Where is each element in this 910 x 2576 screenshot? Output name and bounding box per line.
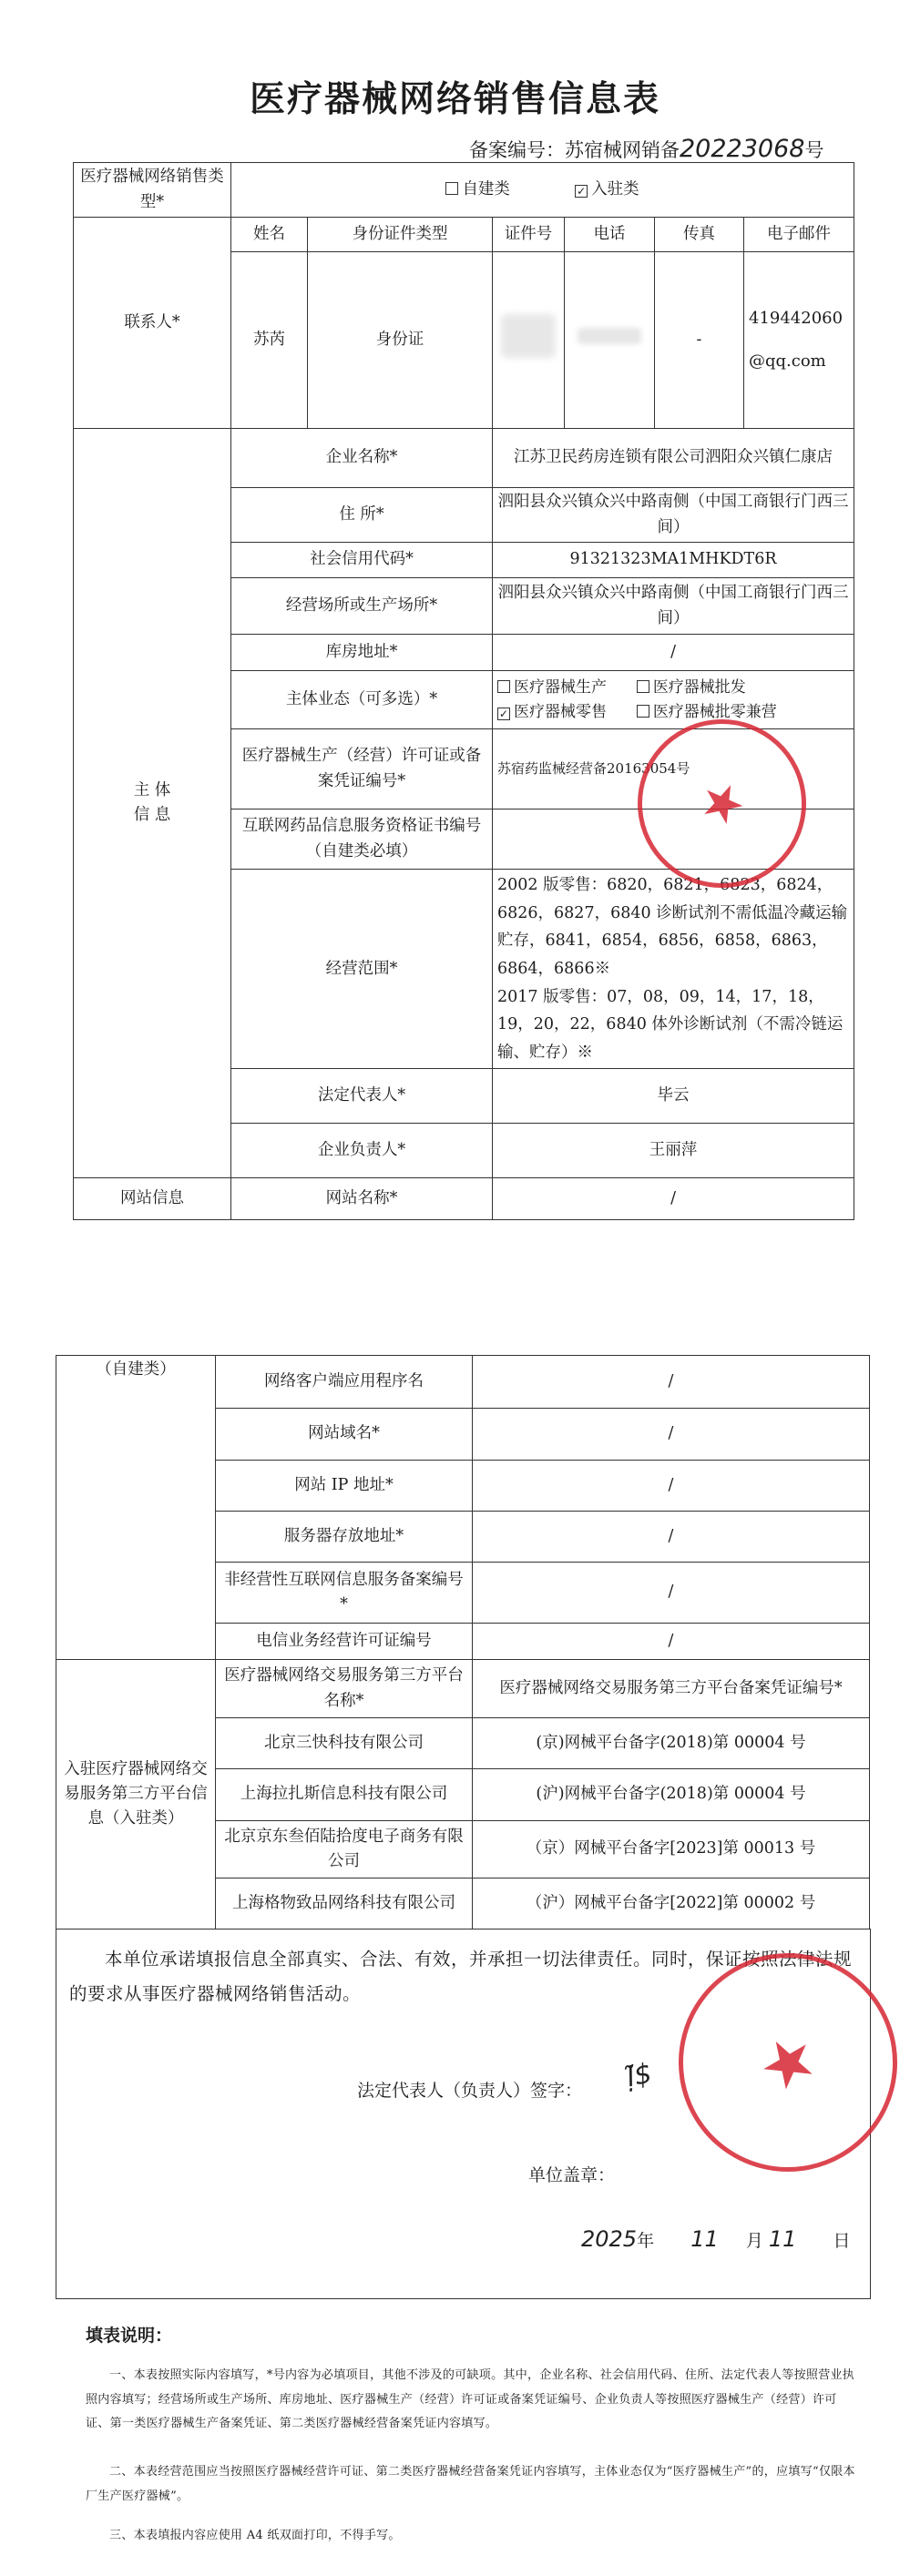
telecom-license-label: 电信业务经营许可证编号 bbox=[216, 1624, 473, 1660]
website-name-value: / bbox=[493, 1178, 854, 1220]
note-item: 一、本表按照实际内容填写，*号内容为必填项目，其他不涉及的可缺项。其中，企业名称、社会信用代码、住所、法定代表人等按照营业执照内容填写；经营场所或生产场所、库房地址、医疗器械生产（经营）许可证或备案凭证编号、企业负责人等按照医疗器械生产（经营）许可证、第一类医疗器械生产备案凭证、第二类医疗器械经营备案凭证内容填写。 bbox=[86, 2368, 855, 2431]
date-month-suffix: 月 bbox=[745, 2231, 763, 2251]
page1-table bbox=[73, 162, 854, 1220]
seal-label: 单位盖章： bbox=[528, 2165, 616, 2185]
redacted-phone bbox=[578, 328, 641, 344]
scope-2002: 2002 版零售：6820，6821，6823，6824，6826，6827，6840 诊断试剂不需低温冷藏运输贮存，6841，6854，6856，6858，6863，6864，6866※ bbox=[497, 876, 848, 978]
sales-type-options bbox=[231, 163, 854, 218]
note-item: 二、本表经营范围应当按照医疗器械经营许可证、第二类医疗器械经营备案凭证内容填写，主体业态仅为“医疗器械生产”的，应填写“仅限本厂生产医疗器械”。 bbox=[86, 2465, 855, 2503]
checkbox-unchecked-icon[interactable] bbox=[637, 705, 649, 718]
business-form-label: 主体业态（可多选）* bbox=[231, 671, 493, 729]
form-retail: 医疗器械零售 bbox=[514, 702, 607, 721]
telecom-license-value: / bbox=[473, 1624, 870, 1660]
platform-number: (沪)网械平台备字(2018)第 00004 号 bbox=[473, 1769, 870, 1821]
company-name-label: 企业名称* bbox=[231, 429, 493, 488]
header-name: 姓名 bbox=[231, 218, 308, 252]
address-label: 住 所* bbox=[231, 488, 493, 543]
premises-value: 泗阳县众兴镇众兴中路南侧（中国工商银行门西三间） bbox=[493, 578, 854, 635]
credit-code-value: 91321323MA1MHKDT6R bbox=[493, 543, 854, 578]
page2-table bbox=[56, 1355, 870, 1929]
header-fax: 传真 bbox=[655, 218, 744, 252]
checkbox-unchecked-icon[interactable] bbox=[445, 182, 458, 195]
record-number-handwritten: 20223068 bbox=[680, 135, 805, 163]
seal-star-icon: ★ bbox=[684, 766, 760, 840]
handwritten-signature: ḷ̃$ bbox=[623, 2057, 655, 2094]
checkbox-unchecked-icon[interactable] bbox=[497, 680, 510, 693]
contact-label: 联系人* bbox=[74, 218, 231, 429]
checkbox-unchecked-icon[interactable] bbox=[637, 680, 649, 693]
ip-label: 网站 IP 地址* bbox=[216, 1461, 473, 1512]
subject-info-label bbox=[74, 429, 231, 1178]
checkbox-checked-icon[interactable]: ✓ bbox=[498, 707, 509, 720]
note-item: 三、本表填报内容应使用 A4 纸双面打印，不得手写。 bbox=[109, 2529, 401, 2542]
platform-number-header: 医疗器械网络交易服务第三方平台备案凭证编号* bbox=[473, 1660, 870, 1718]
option-selfbuilt: 自建类 bbox=[462, 179, 510, 199]
app-name-label: 网络客户端应用程序名 bbox=[216, 1356, 473, 1409]
principal-label: 企业负责人* bbox=[231, 1124, 493, 1178]
company-name-value: 江苏卫民药房连锁有限公司泗阳众兴镇仁康店 bbox=[493, 429, 854, 488]
platform-name: 上海格物致品网络科技有限公司 bbox=[216, 1879, 473, 1929]
date-day-suffix: 日 bbox=[833, 2231, 851, 2251]
form-title: 医疗器械网络销售信息表 bbox=[249, 78, 660, 120]
signature-label: 法定代表人（负责人）签字： bbox=[357, 2081, 583, 2101]
license-value: 苏宿药监械经营备20163054号 bbox=[493, 729, 854, 809]
server-address-label: 服务器存放地址* bbox=[216, 1512, 473, 1563]
contact-phone bbox=[565, 252, 655, 429]
legal-rep-value: 毕云 bbox=[493, 1069, 854, 1124]
platform-name: 北京京东叁佰陆拾度电子商务有限公司 bbox=[216, 1821, 473, 1879]
header-id-type: 身份证件类型 bbox=[308, 218, 493, 252]
contact-id-type: 身份证 bbox=[308, 252, 493, 429]
premises-label: 经营场所或生产场所* bbox=[231, 578, 493, 635]
legal-rep-label: 法定代表人* bbox=[231, 1069, 493, 1124]
icp-record-label: 非经营性互联网信息服务备案编号* bbox=[216, 1563, 473, 1624]
date-day: 11 bbox=[768, 2226, 797, 2252]
domain-label: 网站域名* bbox=[216, 1409, 473, 1461]
redacted-id-number bbox=[501, 314, 556, 358]
platform-name: 上海拉扎斯信息科技有限公司 bbox=[216, 1769, 473, 1821]
subject-label-line1: 主 体 bbox=[133, 781, 171, 800]
principal-value: 王丽萍 bbox=[493, 1124, 854, 1178]
subject-label-line2: 信 息 bbox=[133, 806, 171, 825]
ip-value: / bbox=[473, 1461, 870, 1512]
scope-2017: 2017 版零售：07，08，09，14，17，18，19，20，22，6840 体外诊断试剂（不需冷链运输、贮存）※ bbox=[497, 987, 844, 1062]
contact-email: 419442060@qq.com bbox=[744, 252, 854, 429]
record-number-suffix: 号 bbox=[804, 139, 824, 161]
platform-number: （沪）网械平台备字[2022]第 00002 号 bbox=[473, 1879, 870, 1929]
domain-value: / bbox=[473, 1409, 870, 1461]
credit-code-label: 社会信用代码* bbox=[231, 543, 493, 578]
contact-fax: - bbox=[655, 252, 744, 429]
business-scope-label: 经营范围* bbox=[231, 870, 493, 1069]
form-wholesale-retail: 医疗器械批零兼营 bbox=[652, 702, 777, 721]
form-wholesale: 医疗器械批发 bbox=[652, 678, 746, 697]
business-form-options bbox=[493, 671, 854, 729]
business-scope-value bbox=[493, 870, 854, 1069]
platform-name-header: 医疗器械网络交易服务第三方平台名称* bbox=[216, 1660, 473, 1718]
option-settled: 入驻类 bbox=[591, 179, 639, 199]
address-value: 泗阳县众兴镇众兴中路南侧（中国工商银行门西三间） bbox=[493, 488, 854, 543]
contact-name: 苏芮 bbox=[231, 252, 308, 429]
date-month: 11 bbox=[690, 2226, 719, 2252]
date-year: 2025 bbox=[581, 2226, 638, 2252]
header-id-number: 证件号 bbox=[493, 218, 565, 252]
icp-record-value: / bbox=[473, 1563, 870, 1624]
thirdparty-label: 入驻医疗器械网络交易服务第三方平台信息（入驻类） bbox=[56, 1660, 216, 1929]
header-phone: 电话 bbox=[565, 218, 655, 252]
record-number-label: 备案编号：苏宿械网销备 bbox=[469, 139, 680, 161]
selfbuilt-label: （自建类） bbox=[56, 1356, 216, 1660]
license-label: 医疗器械生产（经营）许可证或备案凭证编号* bbox=[231, 729, 493, 809]
seal-star-icon: ★ bbox=[744, 2015, 832, 2110]
website-info-label: 网站信息 bbox=[74, 1178, 231, 1220]
sales-type-label: 医疗器械网络销售类型* bbox=[74, 163, 231, 218]
checkbox-checked-icon[interactable]: ✓ bbox=[577, 184, 587, 198]
header-email: 电子邮件 bbox=[744, 218, 854, 252]
server-address-value: / bbox=[473, 1512, 870, 1563]
website-name-label: 网站名称* bbox=[231, 1178, 493, 1220]
internet-license-label: 互联网药品信息服务资格证书编号（自建类必填） bbox=[231, 809, 493, 870]
notes-title: 填表说明： bbox=[86, 2326, 173, 2346]
platform-number: （京）网械平台备字[2023]第 00013 号 bbox=[473, 1821, 870, 1879]
date-line bbox=[581, 2226, 851, 2252]
record-number bbox=[469, 135, 823, 163]
app-name-value: / bbox=[473, 1356, 870, 1409]
date-year-suffix: 年 bbox=[637, 2231, 655, 2251]
warehouse-label: 库房地址* bbox=[231, 635, 493, 671]
pledge-text: 本单位承诺填报信息全部真实、合法、有效，并承担一切法律责任。同时，保证按照法律法规的要求从事医疗器械网络销售活动。 bbox=[69, 1949, 853, 2005]
contact-id-number bbox=[493, 252, 565, 429]
warehouse-value: / bbox=[493, 635, 854, 671]
form-production: 医疗器械生产 bbox=[514, 678, 607, 697]
platform-name: 北京三快科技有限公司 bbox=[216, 1718, 473, 1769]
platform-number: (京)网械平台备字(2018)第 00004 号 bbox=[473, 1718, 870, 1769]
